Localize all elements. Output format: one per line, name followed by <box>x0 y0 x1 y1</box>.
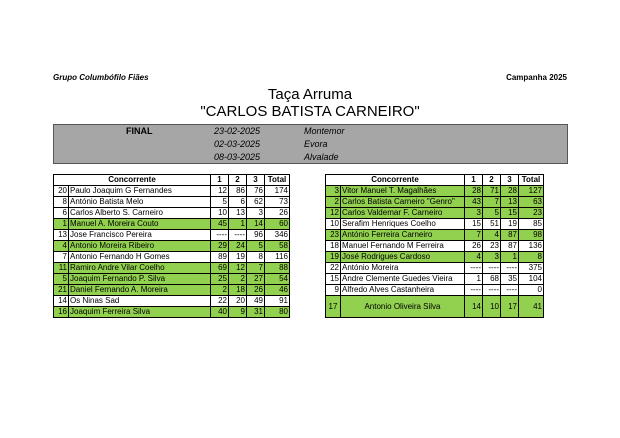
row-stage-1: 12 <box>211 186 229 197</box>
row-stage-3: 1 <box>501 252 519 263</box>
row-stage-1: 25 <box>211 274 229 285</box>
row-stage-2: 18 <box>229 285 247 296</box>
row-total: 23 <box>519 208 544 219</box>
row-position: 9 <box>326 285 341 296</box>
stage-place: Evora <box>304 139 328 149</box>
row-name: Joaquim Fernando P. Silva <box>69 274 211 285</box>
table-row <box>54 285 290 296</box>
row-position: 8 <box>54 197 69 208</box>
table-row <box>326 285 544 296</box>
table-row <box>54 296 290 307</box>
col-header-total: Total <box>519 175 544 186</box>
row-position: 5 <box>54 274 69 285</box>
row-stage-1: 2 <box>211 285 229 296</box>
row-total: 174 <box>265 186 290 197</box>
col-header-2: 2 <box>483 175 501 186</box>
col-header-2: 2 <box>229 175 247 186</box>
table-row <box>54 186 290 197</box>
table-row <box>54 208 290 219</box>
row-position: 16 <box>54 307 69 318</box>
col-header-1: 1 <box>211 175 229 186</box>
table-row <box>326 186 544 197</box>
row-stage-1: ---- <box>211 230 229 241</box>
col-header-3: 3 <box>501 175 519 186</box>
row-stage-3: 14 <box>247 219 265 230</box>
row-stage-1: ---- <box>465 285 483 296</box>
row-stage-1: 4 <box>465 252 483 263</box>
row-stage-2: ---- <box>229 230 247 241</box>
row-total: 80 <box>265 307 290 318</box>
row-name: Manuel Fernando M Ferreira <box>341 241 465 252</box>
row-name: Antonio Moreira Ribeiro <box>69 241 211 252</box>
table-row <box>326 219 544 230</box>
table-row <box>326 230 544 241</box>
club-name: Grupo Columbófilo Fiães <box>53 73 149 82</box>
row-name: António Batista Melo <box>69 197 211 208</box>
row-position: 7 <box>54 252 69 263</box>
row-name: Carlos Alberto S. Carneiro <box>69 208 211 219</box>
row-name: José Rodrigues Cardoso <box>341 252 465 263</box>
row-stage-3: 35 <box>501 274 519 285</box>
row-position: 1 <box>54 219 69 230</box>
stage-date: 08-03-2025 <box>214 152 261 162</box>
row-total: 127 <box>519 186 544 197</box>
row-name: Carlos Batista Carneiro "Genro" <box>341 197 465 208</box>
row-position: 18 <box>326 241 341 252</box>
row-stage-1: 40 <box>211 307 229 318</box>
stages-label: FINAL <box>126 126 153 136</box>
row-stage-2: 6 <box>229 197 247 208</box>
col-header-total: Total <box>265 175 290 186</box>
row-position: 23 <box>326 230 341 241</box>
row-name: Serafim Henriques Coelho <box>341 219 465 230</box>
row-stage-2: 20 <box>229 296 247 307</box>
stage-date: 02-03-2025 <box>214 139 261 149</box>
row-stage-1: 28 <box>465 186 483 197</box>
row-total: 0 <box>519 285 544 296</box>
col-header-1: 1 <box>465 175 483 186</box>
table-row <box>54 252 290 263</box>
row-name: Daniel Fernando A. Moreira <box>69 285 211 296</box>
row-total: 46 <box>265 285 290 296</box>
row-stage-3: 13 <box>501 197 519 208</box>
row-stage-2: 68 <box>483 274 501 285</box>
row-stage-2: 2 <box>229 274 247 285</box>
results-table-left <box>53 174 290 318</box>
row-stage-2: 23 <box>483 241 501 252</box>
row-stage-3: 8 <box>247 252 265 263</box>
row-stage-2: 86 <box>229 186 247 197</box>
row-name: Joaquim Ferreira Silva <box>69 307 211 318</box>
row-total: 26 <box>265 208 290 219</box>
table-row <box>54 219 290 230</box>
table-row <box>54 230 290 241</box>
row-name: António Moreira <box>341 263 465 274</box>
row-position: 15 <box>326 274 341 285</box>
row-name: Carlos Valdemar F. Carneiro <box>341 208 465 219</box>
table-row <box>326 252 544 263</box>
row-stage-3: 96 <box>247 230 265 241</box>
table-row <box>326 197 544 208</box>
row-position: 12 <box>326 208 341 219</box>
row-stage-3: 27 <box>247 274 265 285</box>
row-stage-2: ---- <box>483 285 501 296</box>
table-row <box>54 307 290 318</box>
row-position: 22 <box>326 263 341 274</box>
col-header-name: Concorrente <box>54 175 211 186</box>
row-stage-1: 14 <box>465 296 483 318</box>
row-total: 346 <box>265 230 290 241</box>
row-stage-3: 87 <box>501 241 519 252</box>
row-position: 17 <box>326 296 341 318</box>
row-stage-1: 45 <box>211 219 229 230</box>
row-name: Ramiro Andre Vilar Coelho <box>69 263 211 274</box>
row-stage-3: 62 <box>247 197 265 208</box>
col-header-name: Concorrente <box>326 175 465 186</box>
row-position: 10 <box>326 219 341 230</box>
row-stage-3: 5 <box>247 241 265 252</box>
row-position: 4 <box>54 241 69 252</box>
row-stage-2: 71 <box>483 186 501 197</box>
row-stage-1: 69 <box>211 263 229 274</box>
row-stage-1: 10 <box>211 208 229 219</box>
row-stage-1: 1 <box>465 274 483 285</box>
row-total: 41 <box>519 296 544 318</box>
row-stage-3: 15 <box>501 208 519 219</box>
cup-subtitle: "CARLOS BATISTA CARNEIRO" <box>200 103 420 120</box>
row-stage-1: 5 <box>211 197 229 208</box>
row-total: 85 <box>519 219 544 230</box>
table-row <box>54 197 290 208</box>
row-stage-1: ---- <box>465 263 483 274</box>
row-total: 73 <box>265 197 290 208</box>
row-position: 11 <box>54 263 69 274</box>
row-stage-3: 31 <box>247 307 265 318</box>
season-label: Campanha 2025 <box>506 73 567 82</box>
stages-panel <box>53 124 568 164</box>
row-stage-2: 10 <box>483 296 501 318</box>
row-position: 3 <box>326 186 341 197</box>
row-total: 104 <box>519 274 544 285</box>
row-stage-3: 3 <box>247 208 265 219</box>
row-stage-3: 76 <box>247 186 265 197</box>
row-name: Alfredo Alves Castanheira <box>341 285 465 296</box>
row-stage-2: 4 <box>483 230 501 241</box>
row-stage-1: 89 <box>211 252 229 263</box>
table-row <box>326 208 544 219</box>
row-name: Os Ninas Sad <box>69 296 211 307</box>
row-stage-3: 87 <box>501 230 519 241</box>
row-total: 116 <box>265 252 290 263</box>
table-row <box>54 263 290 274</box>
row-stage-3: ---- <box>501 263 519 274</box>
table-row <box>54 274 290 285</box>
table-row <box>326 296 544 318</box>
row-stage-2: 13 <box>229 208 247 219</box>
row-total: 98 <box>519 230 544 241</box>
row-stage-2: 7 <box>483 197 501 208</box>
table-row <box>326 241 544 252</box>
table-row <box>326 263 544 274</box>
row-stage-2: 19 <box>229 252 247 263</box>
row-position: 21 <box>54 285 69 296</box>
row-stage-2: 5 <box>483 208 501 219</box>
row-total: 91 <box>265 296 290 307</box>
row-position: 6 <box>54 208 69 219</box>
row-position: 13 <box>54 230 69 241</box>
row-stage-3: 17 <box>501 296 519 318</box>
row-name: Andre Clemente Guedes Vieira <box>341 274 465 285</box>
row-name: António Ferreira Carneiro <box>341 230 465 241</box>
row-position: 14 <box>54 296 69 307</box>
row-stage-2: 12 <box>229 263 247 274</box>
row-name: Paulo Joaquim G Fernandes <box>69 186 211 197</box>
row-stage-2: 51 <box>483 219 501 230</box>
row-stage-2: ---- <box>483 263 501 274</box>
row-total: 54 <box>265 274 290 285</box>
row-stage-2: 9 <box>229 307 247 318</box>
results-table-right <box>325 174 544 318</box>
row-total: 60 <box>265 219 290 230</box>
row-stage-1: 15 <box>465 219 483 230</box>
row-name: Jose Francisco Pereira <box>69 230 211 241</box>
row-stage-2: 24 <box>229 241 247 252</box>
stage-place: Montemor <box>304 126 345 136</box>
row-name: Antonio Oliveira Silva <box>341 296 465 318</box>
row-stage-3: 49 <box>247 296 265 307</box>
stage-place: Alvalade <box>304 152 339 162</box>
row-stage-3: ---- <box>501 285 519 296</box>
row-stage-1: 43 <box>465 197 483 208</box>
cup-title: Taça Arruma <box>267 86 353 103</box>
row-position: 2 <box>326 197 341 208</box>
row-stage-1: 7 <box>465 230 483 241</box>
row-total: 88 <box>265 263 290 274</box>
row-stage-1: 26 <box>465 241 483 252</box>
row-stage-1: 3 <box>465 208 483 219</box>
stage-date: 23-02-2025 <box>214 126 261 136</box>
row-position: 20 <box>54 186 69 197</box>
row-stage-3: 26 <box>247 285 265 296</box>
row-name: Vitor Manuel T. Magalhães <box>341 186 465 197</box>
row-position: 19 <box>326 252 341 263</box>
row-name: Manuel A. Moreira Couto <box>69 219 211 230</box>
table-row <box>326 274 544 285</box>
row-name: Antonio Fernando H Gomes <box>69 252 211 263</box>
row-total: 58 <box>265 241 290 252</box>
row-stage-1: 22 <box>211 296 229 307</box>
row-stage-1: 29 <box>211 241 229 252</box>
row-total: 136 <box>519 241 544 252</box>
row-stage-3: 28 <box>501 186 519 197</box>
row-stage-2: 3 <box>483 252 501 263</box>
row-total: 375 <box>519 263 544 274</box>
row-stage-3: 19 <box>501 219 519 230</box>
col-header-3: 3 <box>247 175 265 186</box>
row-stage-3: 7 <box>247 263 265 274</box>
row-total: 8 <box>519 252 544 263</box>
table-row <box>54 241 290 252</box>
row-total: 63 <box>519 197 544 208</box>
row-stage-2: 1 <box>229 219 247 230</box>
